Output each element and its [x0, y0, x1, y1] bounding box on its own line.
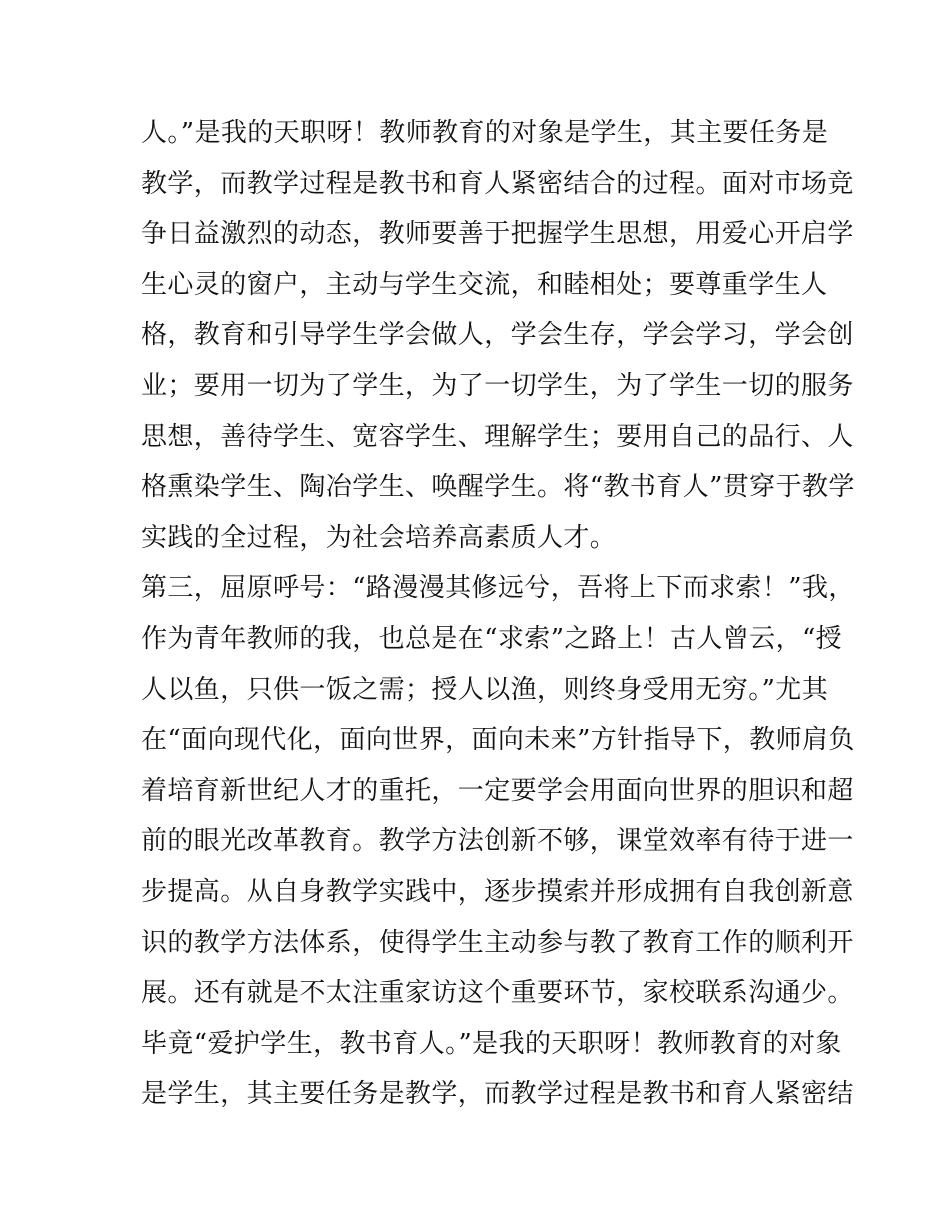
text-line: 展。还有就是不太注重家访这个重要环节，家校联系沟通少。 [141, 978, 854, 1009]
text-line: 格熏染学生、陶冶学生、唤醒学生。将“教书育人”贯穿于教学 [141, 472, 855, 503]
text-line: 人。”是我的天职呀！教师教育的对象是学生，其主要任务是 [141, 118, 829, 148]
text-line: 实践的全过程，为社会培养高素质人才。 [141, 522, 617, 553]
text-line: 识的教学方法体系，使得学生主动参与教了教育工作的顺利开 [141, 927, 854, 958]
text-line: 是学生，其主要任务是教学，而教学过程是教书和育人紧密结 [141, 1079, 854, 1110]
text-line: 第三，屈原呼号：“路漫漫其修远兮，吾将上下而求索！”我， [141, 573, 855, 604]
text-line: 思想，善待学生、宽容学生、理解学生；要用自己的品行、人 [141, 421, 854, 452]
text-line: 在“面向现代化，面向世界，面向未来”方针指导下，教师肩负 [141, 725, 855, 756]
text-line: 着培育新世纪人才的重托，一定要学会用面向世界的胆识和超 [141, 775, 854, 806]
text-line: 教学，而教学过程是教书和育人紧密结合的过程。面对市场竞 [141, 168, 854, 199]
body-text [141, 108, 855, 1120]
text-line: 毕竟“爱护学生，教书育人。”是我的天职呀！教师教育的对象 [141, 1028, 842, 1059]
text-line: 人以鱼，只供一饭之需；授人以渔，则终身受用无穷。”尤其 [141, 674, 829, 705]
text-line: 业；要用一切为了学生，为了一切学生，为了学生一切的服务 [141, 370, 854, 401]
text-line: 格，教育和引导学生学会做人，学会生存，学会学习，学会创 [141, 320, 854, 351]
text-line: 生心灵的窗户，主动与学生交流，和睦相处；要尊重学生人 [141, 269, 828, 300]
text-line: 作为青年教师的我，也总是在“求索”之路上！古人曾云，“授 [141, 623, 843, 654]
text-line: 步提高。从自身教学实践中，逐步摸索并形成拥有自我创新意 [141, 876, 854, 907]
text-line: 争日益激烈的动态，教师要善于把握学生思想，用爱心开启学 [141, 219, 854, 250]
text-line: 前的眼光改革教育。教学方法创新不够，课堂效率有待于进一 [141, 826, 854, 857]
